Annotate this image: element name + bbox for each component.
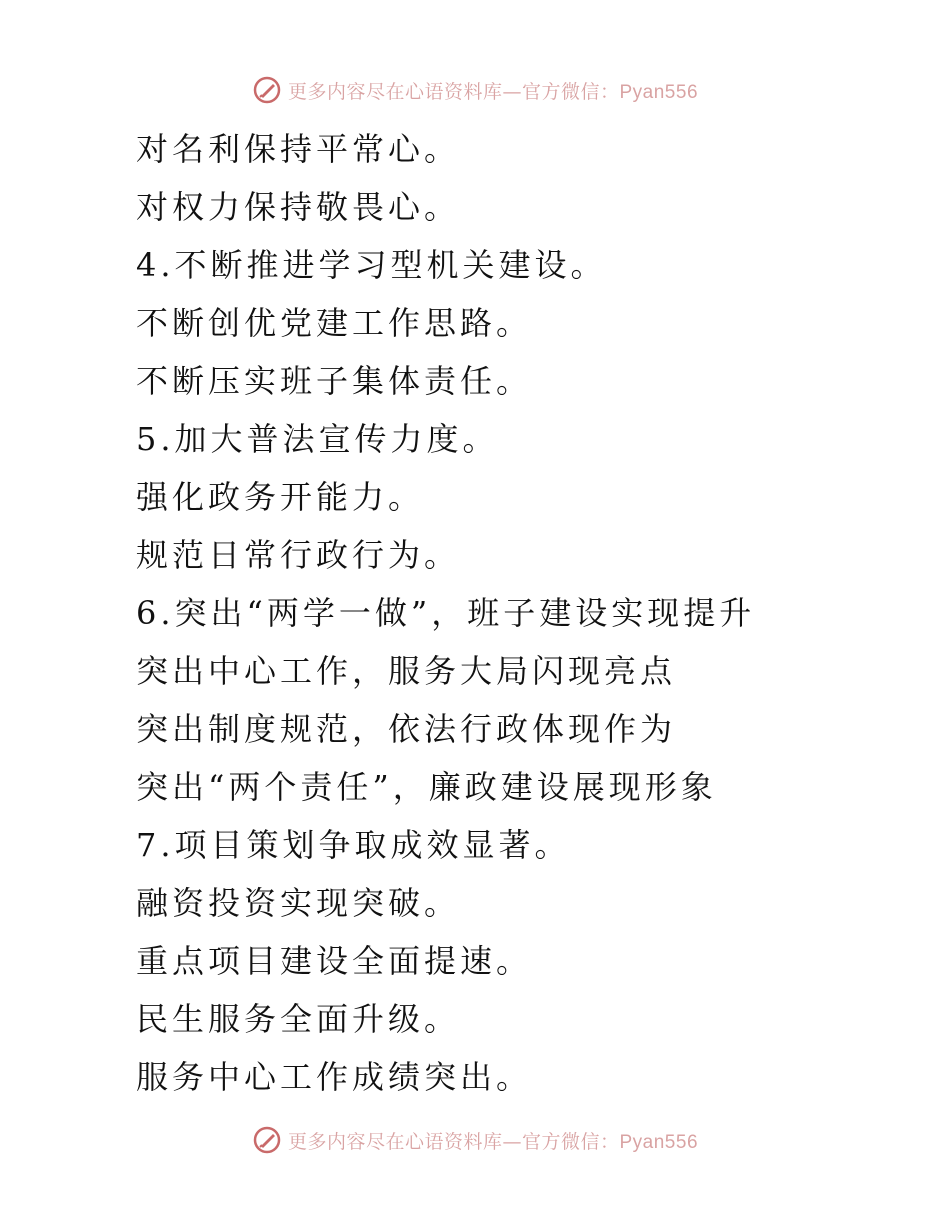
quill-pen-logo-icon (252, 1125, 282, 1155)
text-line: 不断压实班子集体责任。 (136, 362, 533, 400)
footer-wechat-id: Pyan556 (619, 1131, 699, 1153)
text-line: 6.突出“两学一做”，班子建设实现提升 (136, 594, 756, 632)
text-line: 突出制度规范，依法行政体现作为 (136, 710, 677, 748)
text-line: 民生服务全面升级。 (136, 1000, 461, 1038)
header-watermark-text: 更多内容尽在心语资料库—官方微信：Pyan556 (287, 80, 699, 103)
header-wechat-id: Pyan556 (619, 81, 699, 103)
text-line: 融资投资实现突破。 (136, 884, 461, 922)
header-watermark-banner (0, 70, 950, 110)
text-line: 不断创优党建工作思路。 (136, 304, 533, 342)
text-line: 突出中心工作，服务大局闪现亮点 (136, 652, 677, 690)
text-line: 5.加大普法宣传力度。 (136, 420, 499, 458)
text-line: 7.项目策划争取成效显著。 (136, 826, 571, 864)
text-line: 4.不断推进学习型机关建设。 (136, 246, 607, 284)
text-line: 对权力保持敬畏心。 (136, 188, 461, 226)
text-line: 突出“两个责任”，廉政建设展现形象 (136, 768, 717, 806)
footer-watermark-text: 更多内容尽在心语资料库—官方微信：Pyan556 (287, 1130, 699, 1153)
text-line: 规范日常行政行为。 (136, 536, 461, 574)
document-body (136, 120, 916, 1106)
footer-watermark-banner (0, 1120, 950, 1160)
text-line: 重点项目建设全面提速。 (136, 942, 533, 980)
quill-pen-logo-icon (252, 75, 282, 105)
text-line: 对名利保持平常心。 (136, 130, 461, 168)
text-line: 服务中心工作成绩突出。 (136, 1058, 533, 1096)
text-line: 强化政务开能力。 (136, 478, 425, 516)
